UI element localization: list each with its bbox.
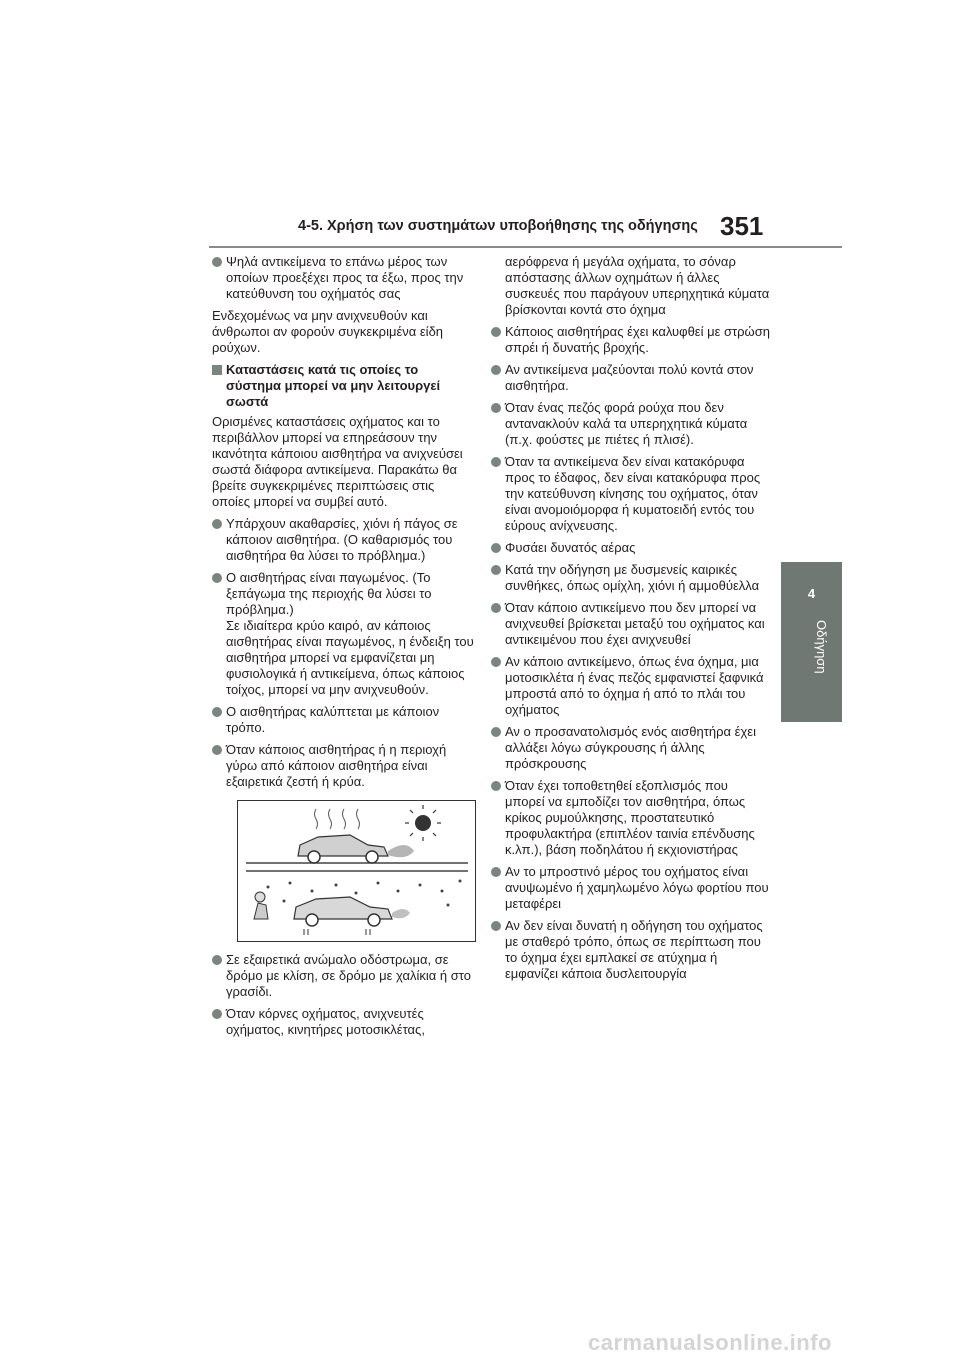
bullet-icon xyxy=(491,867,501,877)
bullet-icon xyxy=(491,921,501,931)
bullet-item: Ο αισθητήρας καλύπτεται με κάποιον τρόπο. xyxy=(212,704,474,736)
bullet-item: Ο αισθητήρας είναι παγωμένος. (Το ξεπάγωμα της περιοχής θα λύσει το πρόβλημα.) Σε ιδιαίτερα κρύο καιρό, αν κάποιος αισθητήρας είναι παγωμένος, η ένδειξη του αισθητήρα μπορεί να εμφανίζεται μη φυσιολογικά ή αντικείμενα, όπως κάποιος τοίχος, μπορεί να μην ανιχνευθούν. xyxy=(212,570,474,698)
weather-sensor-illustration xyxy=(237,800,476,942)
continued-paragraph: αερόφρενα ή μεγάλα οχήματα, το σόναρ απόστασης άλλων οχημάτων ή άλλες συσκευές που παράγουν υπερηχητικά κύματα βρίσκονται κοντά στο όχημα xyxy=(505,254,770,317)
watermark: carmanualsonline.info xyxy=(588,1330,832,1355)
bullet-icon xyxy=(491,543,501,553)
chapter-side-tab xyxy=(781,562,842,722)
bullet-item: Αν δεν είναι δυνατή η οδήγηση του οχήματος με σταθερό τρόπο, όπως σε περίπτωση που το όχημα έχει εμπλακεί σε ατύχημα ή εμφανίζει κάποια δυσλειτουργία xyxy=(491,918,771,982)
bullet-icon xyxy=(212,955,222,965)
bullet-item: Όταν κάποιο αντικείμενο που δεν μπορεί να ανιχνευθεί βρίσκεται μεταξύ του οχήματος και αντικειμένου που έχει ανιχνευθεί xyxy=(491,600,771,648)
bullet-item: Αν αντικείμενα μαζεύονται πολύ κοντά στον αισθητήρα. xyxy=(491,362,771,394)
square-bullet-icon xyxy=(212,365,222,375)
bullet-icon xyxy=(212,519,222,529)
bullet-item: Φυσάει δυνατός αέρας xyxy=(491,540,771,556)
bullet-icon xyxy=(212,1009,222,1019)
bullet-icon xyxy=(491,327,501,337)
bullet-item: Ψηλά αντικείμενα το επάνω μέρος των οποίων προεξέχει προς τα έξω, προς την κατεύθυνση του οχήματός σας xyxy=(212,254,474,302)
chapter-number: 4 xyxy=(807,586,816,601)
bullet-icon xyxy=(491,365,501,375)
paragraph: Ενδεχομένως να μην ανιχνευθούν και άνθρωποι αν φορούν συγκεκριμένα είδη ρούχων. xyxy=(212,308,444,355)
bullet-item: Όταν ένας πεζός φορά ρούχα που δεν αντανακλούν καλά τα υπερηχητικά κύματα (π.χ. φούστες με πιέτες ή πλισέ). xyxy=(491,400,771,448)
bullet-item: Αν το μπροστινό μέρος του οχήματος είναι ανυψωμένο ή χαμηλωμένο λόγω φορτίου που μεταφέρει xyxy=(491,864,771,912)
bullet-item: Όταν κάποιος αισθητήρας ή η περιοχή γύρω από κάποιον αισθητήρα είναι εξαιρετικά ζεστή ή κρύα. xyxy=(212,742,474,790)
left-column xyxy=(212,254,474,1044)
bullet-item: Όταν κόρνες οχήματος, ανιχνευτές οχήματος, κινητήρες μοτοσικλέτας, xyxy=(212,1006,474,1038)
section-heading: Καταστάσεις κατά τις οποίες το σύστημα μπορεί να μην λειτουργεί σωστά xyxy=(212,362,474,410)
bullet-item: Κατά την οδήγηση με δυσμενείς καιρικές συνθήκες, όπως ομίχλη, χιόνι ή αμμοθύελλα xyxy=(491,562,771,594)
bullet-icon xyxy=(491,781,501,791)
page-number: 351 xyxy=(720,211,764,241)
bullet-icon xyxy=(491,603,501,613)
paragraph: Ορισμένες καταστάσεις οχήματος και το περιβάλλον μπορεί να επηρεάσουν την ικανότητα κάποιου αισθητήρα να ανιχνεύσει σωστά διάφορα αντικείμενα. Παρακάτω θα βρείτε συγκεκριμένες περιπτώσεις στις οποίες μπορεί να συμβεί αυτό. xyxy=(212,414,463,509)
bullet-icon xyxy=(212,745,222,755)
bullet-icon xyxy=(212,257,222,267)
bullet-item: Όταν τα αντικείμενα δεν είναι κατακόρυφα προς το έδαφος, δεν είναι κατακόρυφα προς την κατεύθυνση κίνησης του οχήματος, όταν είναι ανομοιόμορφα ή κυματοειδή εντός του εύρους ανίχνευσης. xyxy=(491,454,771,534)
bullet-item: Υπάρχουν ακαθαρσίες, χιόνι ή πάγος σε κάποιον αισθητήρα. (Ο καθαρισμός του αισθητήρα θα λύσει το πρόβλημα.) xyxy=(212,516,474,564)
bullet-icon xyxy=(491,457,501,467)
car-weather-drawing xyxy=(238,801,475,941)
right-column xyxy=(491,254,771,988)
bullet-item: Σε εξαιρετικά ανώμαλο οδόστρωμα, σε δρόμο με κλίση, σε δρόμο με χαλίκια ή στο γρασίδι. xyxy=(212,952,474,1000)
header-rule xyxy=(209,246,842,248)
bullet-icon xyxy=(491,657,501,667)
bullet-icon xyxy=(212,573,222,583)
bullet-item: Όταν έχει τοποθετηθεί εξοπλισμός που μπορεί να εμποδίζει τον αισθητήρα, όπως κρίκος ρυμούλκησης, προστατευτικό προφυλακτήρα (επιπλέον ταινία επένδυσης κ.λπ.), βάση ποδηλάτου ή εκχιονιστήρας xyxy=(491,778,771,858)
section-title: 4-5. Χρήση των συστημάτων υποβοήθησης της οδήγησης xyxy=(298,218,698,234)
bullet-item: Αν ο προσανατολισμός ενός αισθητήρα έχει αλλάξει λόγω σύγκρουσης ή άλλης πρόσκρουσης xyxy=(491,724,771,772)
bullet-item: Κάποιος αισθητήρας έχει καλυφθεί με στρώση σπρέι ή δυνατής βροχής. xyxy=(491,324,771,356)
bullet-icon xyxy=(212,707,222,717)
chapter-label: Οδήγηση xyxy=(814,620,829,674)
bullet-icon xyxy=(491,727,501,737)
bullet-icon xyxy=(491,403,501,413)
bullet-item: Αν κάποιο αντικείμενο, όπως ένα όχημα, μια μοτοσικλέτα ή ένας πεζός εμφανιστεί ξαφνικά μπροστά από το όχημα ή από το πλάι του οχήματος xyxy=(491,654,771,718)
bullet-icon xyxy=(491,565,501,575)
